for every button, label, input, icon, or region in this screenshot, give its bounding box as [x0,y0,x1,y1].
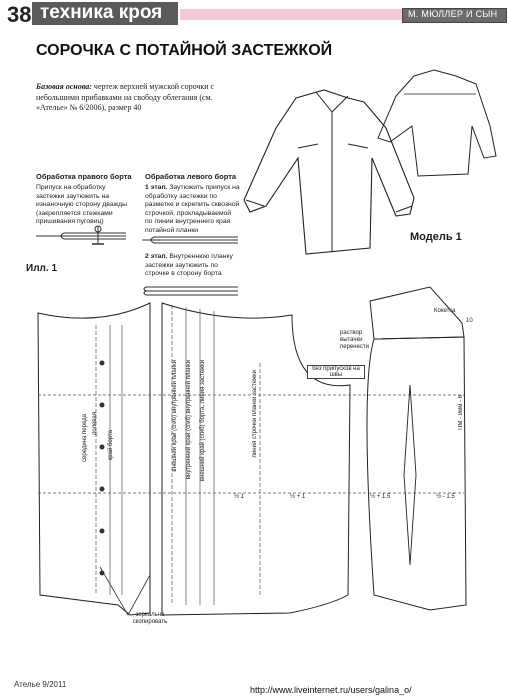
line-label-1: внешний край (сгиб) внутренней планки [172,360,178,472]
stage1-text: Заутюжить припуск на обработку застежки по разметке и скрепить сквозной строчкой, прокладываемой по линии внутреннего края потайной планки [145,184,240,234]
seam-allowance-box: без припусков на швы [307,365,365,379]
back-label: ПМ - 9мм - 6 [458,395,464,430]
source-url[interactable]: http://www.liveinternet.ru/users/galina_o/ [250,685,412,695]
yoke-label: Кокетка [434,308,456,314]
line-label-2: внутренний край (сгиб) внутренней планки [186,360,192,480]
mirror-copy-label: зеркально скопировать [132,612,168,625]
brand-label: М. МЮЛЛЕР И СЫН [408,9,498,19]
line-label-4: линия строчки планки застежки [252,370,258,458]
header-stripe [180,9,402,20]
line-label-3: внешний край (сгиб) борта, линия застежки [200,360,206,482]
fold-left-label: середина переда [82,414,88,463]
base-description [36,82,236,114]
right-side-text: Припуск на обработку застежки заутюжить на изнаночную сторону дважды (закрепляется стежками пришивания пуговиц) [36,184,128,226]
stage1-label: 1 этап. [145,184,168,191]
base-text: чертеж верхней мужской сорочки с небольшими прибавками на свободу облегания (см. «Ателье» № 6/2006), размер 40 [36,82,215,112]
article-title: СОРОЧКА С ПОТАЙНОЙ ЗАСТЕЖКОЙ [36,42,333,59]
pattern-drawing [30,275,500,670]
stage1-block [145,184,240,236]
stage2-label: 2 этап. [145,253,168,260]
fold-right-label: край борта [108,430,114,461]
right-side-heading: Обработка правого борта [36,172,132,181]
base-label: Базовая основа: [36,82,92,91]
page-number: 38 [7,2,32,27]
dart-solution-label: раствор вытачки перенести [340,330,370,350]
measure-b: ½ + 1.5 [370,494,391,500]
grain-left-label: долевая [92,412,98,436]
measure-c: ½ - 1.5 [436,494,455,500]
measure-d: ½ + 1 [290,494,306,500]
dim-10-label: 10 [466,318,473,324]
model-label: Модель 1 [410,231,462,243]
issue-label: Ателье 9/2011 [14,680,67,689]
measure-a: ½ 1 [234,494,245,500]
section-title: техника кроя [40,2,163,23]
shirt-back-illustration [372,66,502,178]
stage1-seam-diagram [142,233,240,247]
left-side-heading: Обработка левого борта [145,172,237,181]
illustration-label: Илл. 1 [26,263,58,274]
stage2-text: Внутреннюю планку застежки заутюжить по строчке в сторону борта [145,253,233,278]
right-side-seam-diagram [36,222,128,250]
